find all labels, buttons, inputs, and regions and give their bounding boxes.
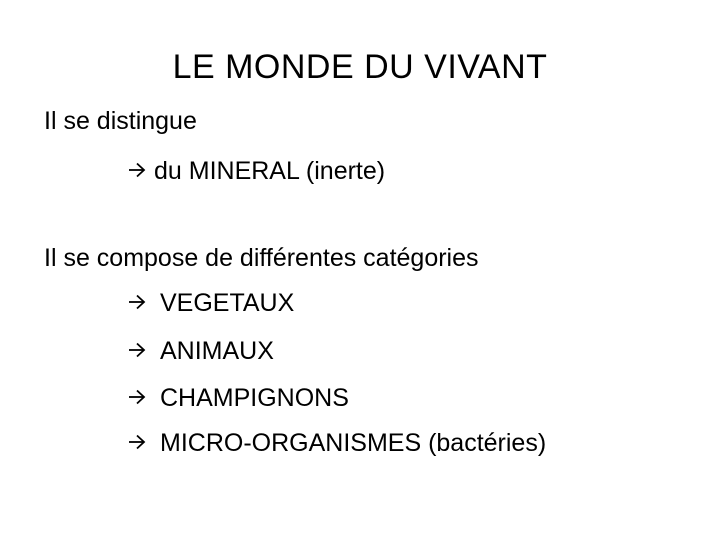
section2-item-label: VEGETAUX bbox=[160, 289, 295, 317]
section1-item bbox=[128, 155, 385, 187]
section2-item bbox=[128, 287, 294, 319]
section1-item-label: du MINERAL (inerte) bbox=[154, 157, 386, 185]
section2-heading: Il se compose de différentes catégories bbox=[44, 244, 479, 272]
section2-item-label: CHAMPIGNONS bbox=[160, 384, 349, 412]
right-arrow-icon bbox=[128, 162, 146, 178]
slide-title: LE MONDE DU VIVANT bbox=[172, 48, 548, 86]
section2-item bbox=[128, 382, 349, 414]
section1-heading: Il se distingue bbox=[44, 107, 197, 135]
right-arrow-icon bbox=[128, 434, 146, 450]
right-arrow-icon bbox=[128, 342, 146, 358]
right-arrow-icon bbox=[128, 294, 146, 310]
section2-item bbox=[128, 335, 274, 367]
section2-item-label: MICRO-ORGANISMES (bactéries) bbox=[160, 429, 547, 457]
section2-item bbox=[128, 427, 546, 459]
section2-item-label: ANIMAUX bbox=[160, 337, 274, 365]
right-arrow-icon bbox=[128, 389, 146, 405]
